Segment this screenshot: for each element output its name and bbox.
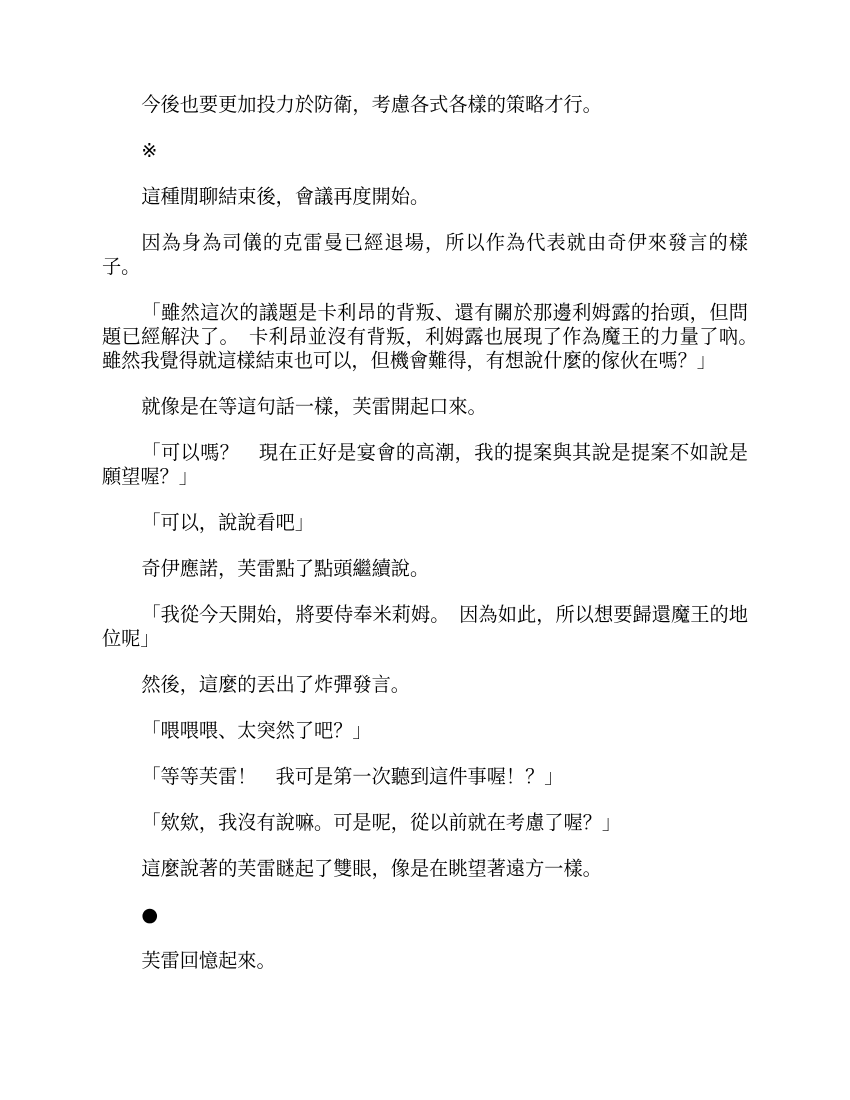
paragraph-11: 然後，這麼的丟出了炸彈發言。: [141, 673, 410, 696]
paragraph-14: 「欸欸，我沒有說嘛。可是呢，從以前就在考慮了喔？」: [141, 811, 622, 834]
paragraph-7: 「可以嗎？ 現在正好是宴會的高潮，我的提案與其說是提案不如說是願望喔？」: [102, 441, 748, 488]
paragraph-4: 因為身為司儀的克雷曼已經退場，所以作為代表就由奇伊來發言的樣子。: [102, 231, 748, 278]
paragraph-12: 「喂喂喂、太突然了吧？」: [141, 719, 372, 742]
paragraph-3: 這種閒聊結束後，會議再度開始。: [141, 185, 430, 208]
scene-break-reference-mark: ※: [141, 139, 158, 162]
paragraph-10: 「我從今天開始，將要侍奉米莉姆。 因為如此，所以想要歸還魔王的地位呢」: [102, 603, 748, 650]
paragraph-5: 「雖然這次的議題是卡利昂的背叛、還有關於那邊利姆露的抬頭，但問題已經解決了。 卡利昂並沒有背叛，利姆露也展現了作為魔王的力量了吶。 雖然我覺得就這樣結束也可以，但機會難得，有想說什麼的傢伙在嗎？」: [102, 301, 768, 372]
text-body: [102, 93, 768, 995]
scene-break-bullet: ●: [141, 903, 159, 926]
paragraph-9: 奇伊應諾，芙雷點了點頭繼續說。: [141, 557, 430, 580]
paragraph-13: 「等等芙雷！ 我可是第一次聽到這件事喔！？」: [141, 765, 564, 788]
paragraph-6: 就像是在等這句話一樣，芙雷開起口來。: [141, 395, 487, 418]
paragraph-15: 這麼說著的芙雷瞇起了雙眼，像是在眺望著遠方一樣。: [141, 857, 602, 880]
paragraph-17: 芙雷回憶起來。: [141, 949, 276, 972]
paragraph-1: 今後也要更加投力於防衛，考慮各式各樣的策略才行。: [141, 93, 602, 116]
paragraph-8: 「可以，說說看吧」: [141, 511, 315, 534]
